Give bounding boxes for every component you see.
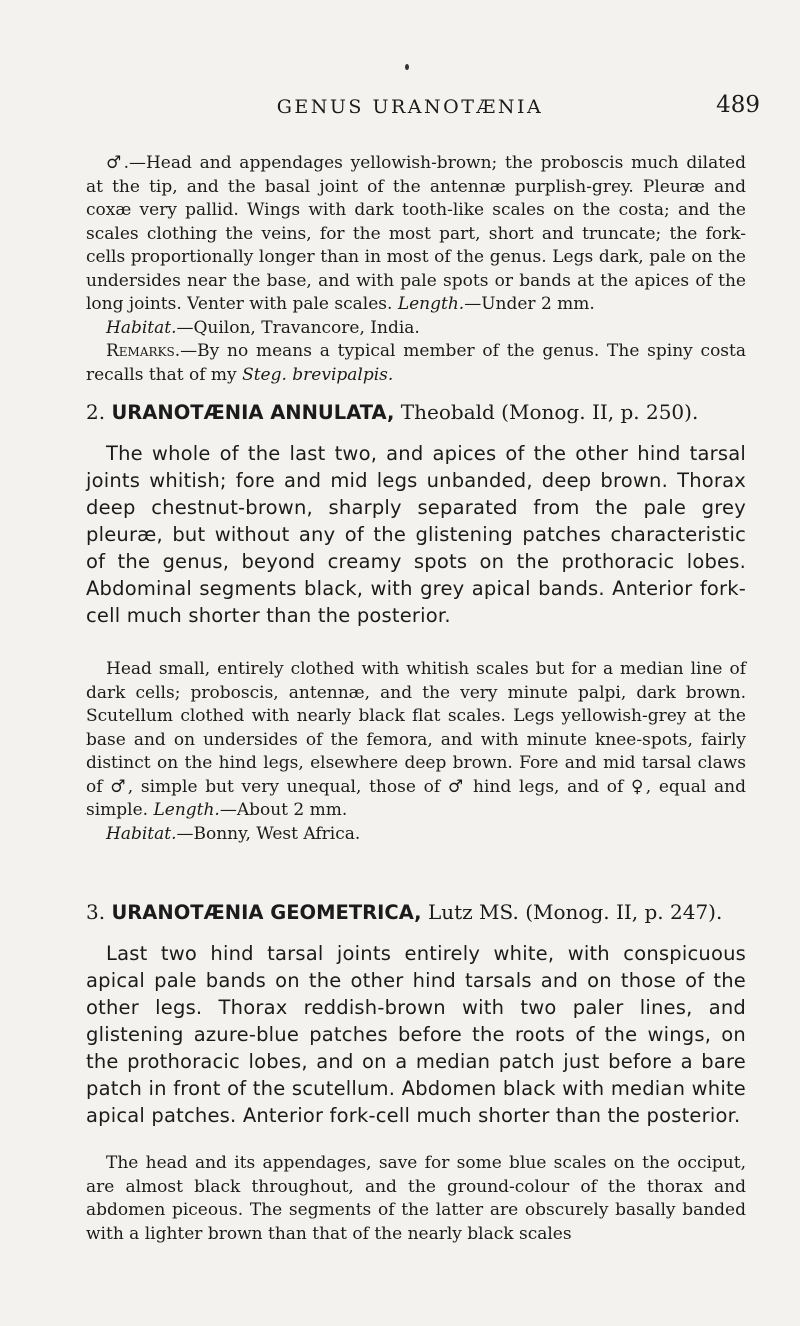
species-name: URANOTÆNIA ANNULATA, [111,401,395,424]
habitat-line: Habitat.—Bonny, West Africa. [106,823,361,844]
male-sign: ♂ [106,153,124,173]
running-title: GENUS URANOTÆNIA [276,96,544,118]
species-reference: Steg. brevipalpis. [242,364,394,385]
species-2-description: Head small, entirely clothed with whitish scales but for a median line of dark cells; proboscis, antennæ, and the very minute palpi, dark brown. Scutellum clothed with nearly black flat scales. Legs yellowish-grey at the base and on undersides of the femora, and with minute knee-spots, fairly distinct on the hind legs, elsewhere deep brown. Fore and mid tarsal claws of ♂, simple but very unequal, those of ♂ hind legs, and of ♀, equal and simple. Length.—About 2 mm. Habitat.—Bonny, West Africa. [86,658,746,846]
length-label: Length. [153,800,220,820]
habitat-line: Habitat.—Quilon, Travancore, India. [106,317,420,338]
remarks-label: Remarks. [106,341,181,361]
species-number: 3. [86,900,106,924]
male-description: ♂.—Head and appendages yellowish-brown; the proboscis much dilated at the tip, and the basal joint of the antennæ purplish-grey. Pleuræ and coxæ very pallid. Wings with dark tooth-like scales on the costa; and the scales clothing the veins, for the most part, short and truncate; the fork-cells proportionally longer than in most of the genus. Legs dark, pale on the undersides near the base, and with pale spots or bands at the apices of the long joints. Venter with pale scales. Length.—Under 2 mm. [86,153,747,314]
previous-species-description [86,152,746,387]
male-sign: ♂ [447,776,466,797]
species-name: URANOTÆNIA GEOMETRICA, [111,901,422,924]
length-label: Length. [397,294,465,314]
species-3-diagnosis: Last two hind tarsal joints entirely white, with conspicuous apical pale bands on the other hind tarsals and on those of the other legs. Thorax reddish-brown with two paler lines, and glistening azure-blue patches before the roots of the wings, on the prothoracic lobes, and on a median patch just before a bare patch in front of the scutellum. Abdomen black with median white apical patches. Anterior fork-cell much shorter than the posterior. [86,942,746,1127]
species-authority: Theobald (Monog. II, p. 250). [400,400,699,424]
remarks-paragraph: Remarks.—By no means a typical member of the genus. The spiny costa recalls that of my Steg. brevipalpis. [86,341,746,385]
page-speck [405,64,409,70]
species-2-heading [86,400,746,424]
running-header [60,92,760,126]
female-sign: ♀ [631,776,646,797]
species-2-diagnosis: The whole of the last two, and apices of the other hind tarsal joints whitish; fore and mid legs unbanded, deep brown. Thorax deep chestnut-brown, sharply separated from the pale grey pleuræ, but without any of the glistening patches characteristic of the genus, beyond creamy spots on the prothoracic lobes. Abdominal segments black, with grey apical bands. Anterior fork-cell much shorter than the posterior. [86,442,746,627]
species-authority: Lutz MS. (Monog. II, p. 247). [427,900,723,924]
species-3-description: The head and its appendages, save for some blue scales on the occiput, are almost black throughout, and the ground-colour of the thorax and abdomen piceous. The segments of the latter are obscurely basally banded with a lighter brown than that of the nearly black scales [86,1153,746,1244]
length-value: —About 2 mm. [219,800,348,820]
page-number: 489 [716,92,760,118]
species-3-heading [86,900,746,924]
species-number: 2. [86,400,106,424]
length-value: —Under 2 mm. [464,294,595,314]
male-sign: ♂ [110,776,128,797]
